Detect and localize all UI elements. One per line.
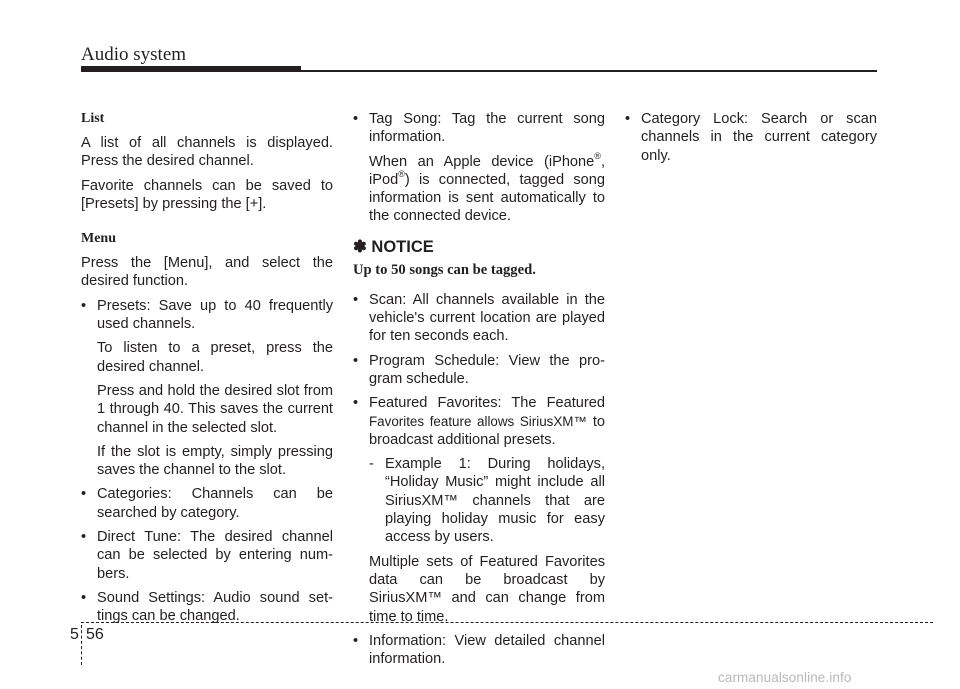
registered-mark: ® <box>398 169 405 180</box>
header-rule-thin <box>301 70 877 72</box>
text-run: ) is connected, tagged song information is sent automatically to the connected device. <box>369 171 605 225</box>
bullet-glyph: • <box>625 111 631 127</box>
watermark: carmanualsonline.info <box>718 670 852 685</box>
list-item <box>353 352 605 389</box>
list-item <box>625 110 877 165</box>
paragraph: Press the [Menu], and select the desired function. <box>81 255 333 290</box>
text-run: When an Apple device (iPhone <box>369 153 595 170</box>
bullet-glyph: • <box>353 632 359 649</box>
section-title-list: List <box>81 111 105 126</box>
section-title-menu: Menu <box>81 231 116 247</box>
bullet-glyph: • <box>353 395 359 412</box>
registered-mark: ® <box>594 150 601 161</box>
bullet-glyph: • <box>353 111 359 127</box>
bullet-glyph: • <box>353 291 359 308</box>
dash-glyph: - <box>369 456 374 473</box>
notice-title: ✽ NOTICE <box>353 237 434 256</box>
sub-paragraph: To listen to a preset, press the desired channel. <box>97 340 333 375</box>
list-item-text: Tag Song: Tag the current song information. <box>369 111 605 146</box>
list-item <box>81 297 333 334</box>
text-run: Featured Favorites: The Featured <box>369 395 605 412</box>
bullet-glyph: • <box>81 486 87 503</box>
footer-divider <box>81 622 933 623</box>
list-item-text: Presets: Save up to 40 frequently used channels. <box>97 297 333 333</box>
list-item <box>81 485 333 522</box>
column-3 <box>625 110 877 171</box>
column-1 <box>81 110 333 632</box>
notice-text: Up to 50 songs can be tagged. <box>353 261 536 278</box>
bullet-glyph: • <box>81 589 87 606</box>
header-rule-thick <box>81 66 301 72</box>
list-item <box>353 632 605 669</box>
list-item-text: Example 1: During holidays, “Holiday Music” might include all SiriusXM™ channels that are playing holiday music for easy access by users. <box>385 456 605 546</box>
list-item-text: Sound Settings: Audio sound set-tings can be changed. <box>97 589 333 625</box>
text-run: to broadcast additional presets. <box>369 413 605 448</box>
list-item-text: Information: View detailed channel information. <box>369 632 605 668</box>
sub-paragraph: Multiple sets of Featured Favorites data can be broadcast by SiriusXM™ and can change from time to time. <box>369 553 605 625</box>
list-item <box>81 528 333 583</box>
list-item <box>353 110 605 147</box>
list-item <box>353 394 605 449</box>
text-run: , iPod <box>369 153 605 188</box>
sub-paragraph: Press and hold the desired slot from 1 through 40. This saves the current channel in the selected slot. <box>97 382 333 436</box>
sub-paragraph <box>353 150 605 226</box>
list-item-text: Scan: All channels available in the vehicle's current location are played for ten seconds each. <box>369 291 605 345</box>
sub-list-item <box>353 455 605 546</box>
paragraph: A list of all channels is displayed. Press the desired channel. <box>81 135 333 170</box>
list-item-text: Categories: Channels can be searched by category. <box>97 486 333 521</box>
paragraph: Favorite channels can be saved to [Presets] by pressing the [+]. <box>81 177 333 212</box>
list-item <box>81 589 333 626</box>
sub-paragraph: If the slot is empty, simply pressing saves the channel to the slot. <box>97 443 333 479</box>
page-number: 56 <box>86 626 104 643</box>
footer-vertical-divider <box>81 625 82 665</box>
list-item-text: Category Lock: Search or scan channels in the current category only. <box>641 111 877 164</box>
bullet-glyph: • <box>81 529 87 546</box>
bullet-glyph: • <box>81 297 87 314</box>
section-number: 5 <box>70 626 79 643</box>
column-2 <box>353 110 605 674</box>
list-item-text: Program Schedule: View the pro-gram schedule. <box>369 352 605 387</box>
list-item-text: Direct Tune: The desired channel can be selected by entering num-bers. <box>97 529 333 582</box>
list-item-text <box>369 395 605 448</box>
list-item <box>353 291 605 346</box>
bullet-glyph: • <box>353 352 359 369</box>
header-title: Audio system <box>81 44 187 65</box>
text-run: Favorites feature allows SiriusXM™ <box>369 413 587 429</box>
